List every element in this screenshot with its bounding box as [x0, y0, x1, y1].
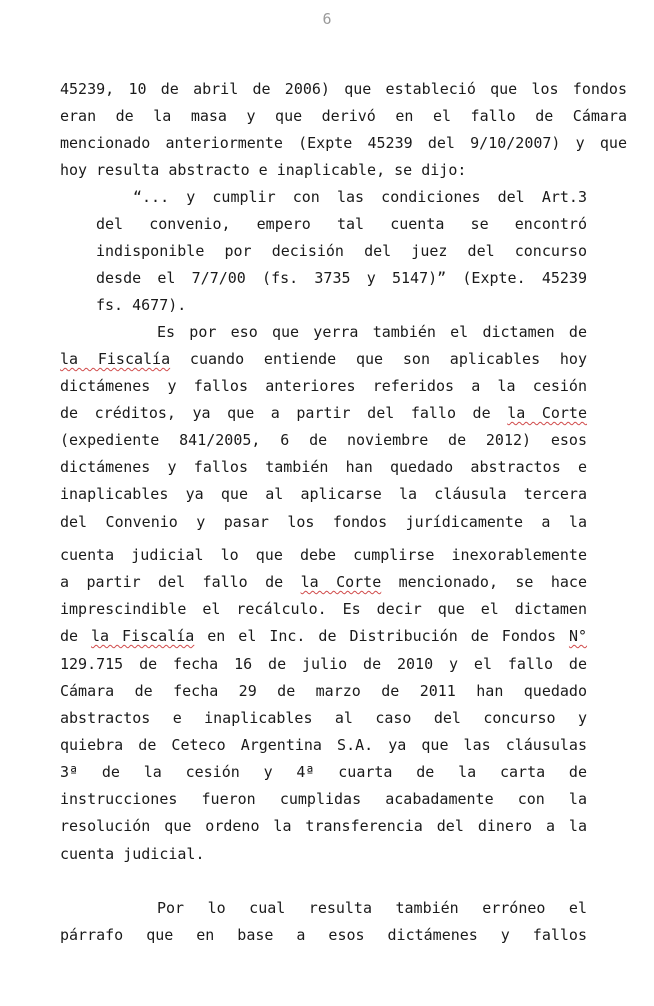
text-line: Cámara de fecha 29 de marzo de 2011 han quedado [60, 682, 587, 700]
text-line: párrafo que en base a esos dictámenes y fallos [60, 926, 587, 944]
text-line: dictámenes y fallos anteriores referidos a la cesión [60, 377, 587, 395]
text-line: instrucciones fueron cumplidas acabadamente con la [60, 790, 587, 808]
quote-line: indisponible por decisión del juez del concurso [96, 242, 587, 260]
text-line: hoy resulta abstracto e inaplicable, se dijo: [60, 161, 467, 179]
text-line: 129.715 de fecha 16 de julio de 2010 y el fallo de [60, 655, 587, 673]
text-line: Por lo cual resulta también erróneo el [157, 899, 587, 917]
text-line: a partir del fallo de la Corte mencionado, se hace [60, 573, 587, 591]
text-line: inaplicables ya que al aplicarse la cláusula tercera [60, 485, 587, 503]
text-line: mencionado anteriormente (Expte 45239 del 9/10/2007) y que [60, 134, 627, 152]
quote-line: “... y cumplir con las condiciones del Art.3 [133, 188, 587, 206]
text-line: abstractos e inaplicables al caso del concurso y [60, 709, 587, 727]
quote-line: fs. 4677). [96, 296, 187, 314]
text-line: del Convenio y pasar los fondos jurídicamente a la [60, 513, 587, 531]
text-line: Es por eso que yerra también el dictamen de [157, 323, 587, 341]
text-line: dictámenes y fallos también han quedado abstractos e [60, 458, 587, 476]
text-line: resolución que ordeno la transferencia del dinero a la [60, 817, 587, 835]
text-line: 45239, 10 de abril de 2006) que estableció que los fondos [60, 80, 627, 98]
quote-line: desde el 7/7/00 (fs. 3735 y 5147)” (Expte. 45239 [96, 269, 587, 287]
text-line: de la Fiscalía en el Inc. de Distribución de Fondos N° [60, 627, 588, 645]
text-line: eran de la masa y que derivó en el fallo de Cámara [60, 107, 627, 125]
text-line: (expediente 841/2005, 6 de noviembre de 2012) esos [60, 431, 587, 449]
text-line: imprescindible el recálculo. Es decir que el dictamen [60, 600, 587, 618]
text-line: de créditos, ya que a partir del fallo de la Corte [60, 404, 587, 422]
text-line: cuenta judicial lo que debe cumplirse inexorablemente [60, 546, 587, 564]
page-number: 6 [322, 10, 332, 28]
text-line: la Fiscalía cuando entiende que son aplicables hoy [60, 350, 587, 368]
text-line: cuenta judicial. [60, 845, 205, 863]
text-line: 3ª de la cesión y 4ª cuarta de la carta de [60, 763, 587, 781]
quote-line: del convenio, empero tal cuenta se encontró [96, 215, 587, 233]
text-line: quiebra de Ceteco Argentina S.A. ya que las cláusulas [60, 736, 587, 754]
